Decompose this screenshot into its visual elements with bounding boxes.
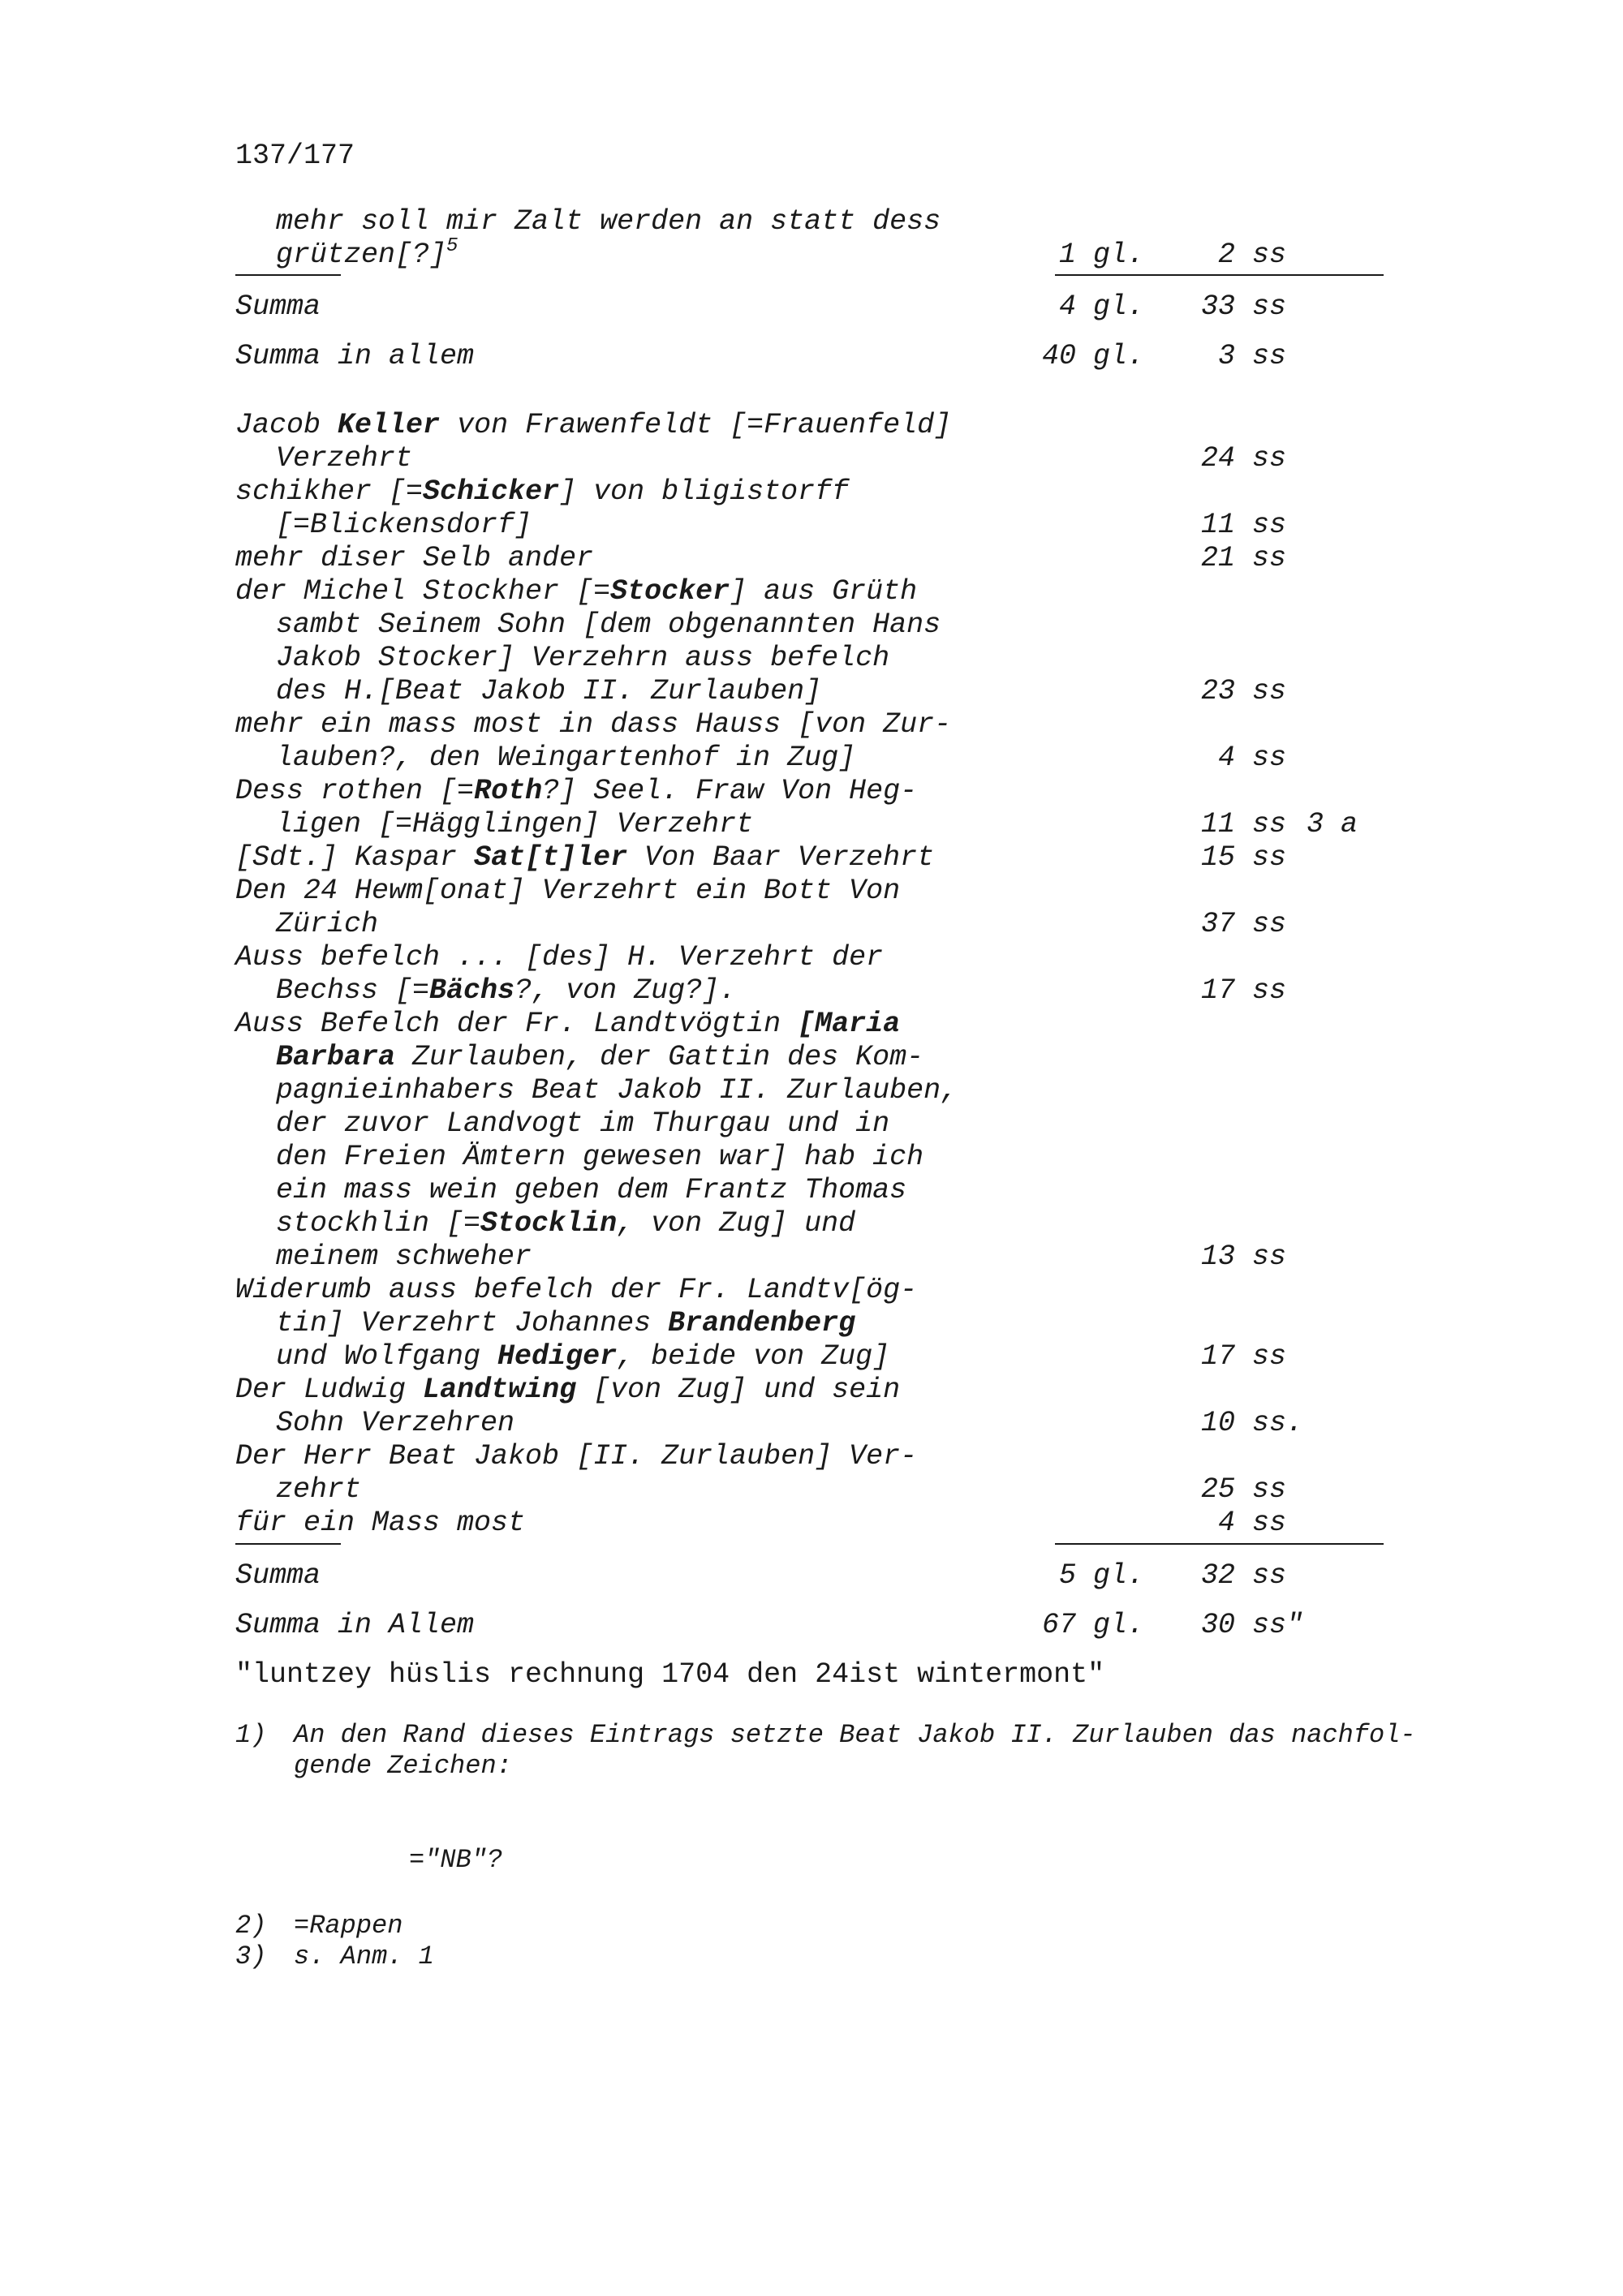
entry-sattler: [Sdt.] Kaspar Sat[t]ler Von Baar Verzehrt	[235, 841, 935, 874]
summa-in-allem-gl: 40 gl.	[1041, 340, 1144, 372]
entry-brandenberg-ss: 17 ss	[1200, 1340, 1286, 1373]
entry-landtwing: Der Ludwig Landtwing [von Zug] und sein	[235, 1374, 901, 1406]
entry-keller-cont: Verzehrt	[276, 442, 413, 475]
footnote-2-number: 2)	[235, 1911, 267, 1941]
entry-landtvoegtin-cont-5: ein mass wein geben dem Frantz Thomas	[276, 1174, 907, 1206]
entry-brandenberg: Widerumb auss befelch der Fr. Landtv[ög-	[235, 1274, 918, 1306]
entry-roth: Dess rothen [=Roth?] Seel. Fraw Von Heg-	[235, 775, 918, 807]
entry-landtvoegtin: Auss Befelch der Fr. Landtvögtin [Maria	[235, 1008, 901, 1040]
sum-rule	[1055, 274, 1384, 276]
entry-baechs-ss: 17 ss	[1200, 974, 1286, 1007]
entry-mass-most-2: für ein Mass most	[235, 1507, 526, 1539]
summa-2-gl: 5 gl.	[1058, 1559, 1144, 1592]
entry-keller: Jacob Keller von Frawenfeldt [=Frauenfeld]	[235, 409, 952, 441]
entry-keller-ss: 24 ss	[1200, 442, 1286, 475]
summa-in-allem-label: Summa in allem	[235, 340, 475, 372]
intro-line-2-text: grützen[?]	[276, 239, 447, 271]
intro-line-1: mehr soll mir Zalt werden an statt dess	[276, 205, 941, 238]
entry-mass-most-cont: lauben?, den Weingartenhof in Zug]	[276, 742, 856, 774]
summa-2-ss: 32 ss	[1200, 1559, 1286, 1592]
entry-stocker-ss: 23 ss	[1200, 675, 1286, 707]
entry-beat-jakob-cont: zehrt	[276, 1473, 362, 1506]
summa-in-allem-2-gl: 67 gl.	[1041, 1609, 1144, 1641]
left-rule	[235, 274, 341, 276]
summa-label: Summa	[235, 290, 321, 323]
footnote-ref-5: 5	[446, 235, 458, 257]
summa-in-allem-2-ss: 30 ss"	[1200, 1609, 1303, 1641]
entry-mass-most-ss: 4 ss	[1217, 742, 1286, 774]
footnote-2-text: =Rappen	[294, 1911, 403, 1941]
intro-gl: 1 gl.	[1058, 239, 1144, 271]
entry-stocker: der Michel Stockher [=Stocker] aus Grüth	[235, 575, 918, 608]
entry-beat-jakob-ss: 25 ss	[1200, 1473, 1286, 1506]
sum-rule-2	[1055, 1543, 1384, 1545]
summa-in-allem-2-label: Summa in Allem	[235, 1609, 475, 1641]
entry-sattler-ss: 15 ss	[1200, 841, 1286, 874]
footnote-1-line-1: An den Rand dieses Eintrags setzte Beat Jakob II. Zurlauben das nachfol-	[294, 1720, 1416, 1750]
entry-roth-extra: 3 a	[1307, 808, 1358, 841]
entry-diser-selb: mehr diser Selb ander	[235, 542, 594, 574]
entry-baechs-cont: Bechss [=Bächs?, von Zug?].	[276, 974, 737, 1007]
page-reference: 137/177	[235, 140, 355, 172]
summa-gl: 4 gl.	[1058, 290, 1144, 323]
entry-landtvoegtin-cont-7: meinem schweher	[276, 1240, 532, 1273]
entry-bott-ss: 37 ss	[1200, 908, 1286, 940]
entry-bott-cont: Zürich	[276, 908, 379, 940]
entry-schicker-cont: [=Blickensdorf]	[276, 509, 532, 541]
intro-line-2	[276, 235, 458, 272]
entry-brandenberg-cont-1: tin] Verzehrt Johannes Brandenberg	[276, 1307, 856, 1339]
entry-landtvoegtin-cont-6: stockhlin [=Stocklin, von Zug] und	[276, 1207, 856, 1240]
entry-landtwing-ss: 10 ss.	[1200, 1407, 1303, 1439]
summa-2-label: Summa	[235, 1559, 321, 1592]
footnote-1-line-2: gende Zeichen:	[294, 1751, 512, 1781]
entry-stocker-cont-1: sambt Seinem Sohn [dem obgenannten Hans	[276, 608, 941, 641]
intro-ss: 2 ss	[1217, 239, 1286, 271]
entry-baechs: Auss befelch ... [des] H. Verzehrt der	[235, 941, 884, 974]
footnote-3-number: 3)	[235, 1941, 267, 1971]
entry-bott: Den 24 Hewm[onat] Verzehrt ein Bott Von	[235, 875, 901, 907]
entry-stocker-cont-2: Jakob Stocker] Verzehrn auss befelch	[276, 642, 890, 674]
entry-brandenberg-cont-2: und Wolfgang Hediger, beide von Zug]	[276, 1340, 890, 1373]
left-rule-2	[235, 1543, 341, 1545]
entry-landtwing-cont: Sohn Verzehren	[276, 1407, 515, 1439]
entry-mass-most: mehr ein mass most in dass Hauss [von Zur-	[235, 708, 952, 741]
entry-diser-selb-ss: 21 ss	[1200, 542, 1286, 574]
entry-schicker-ss: 11 ss	[1200, 509, 1286, 541]
entry-mass-most-2-ss: 4 ss	[1217, 1507, 1286, 1539]
entry-stocker-cont-3: des H.[Beat Jakob II. Zurlauben]	[276, 675, 822, 707]
footnote-1-number: 1)	[235, 1720, 267, 1750]
entry-landtvoegtin-cont-1: Barbara Zurlauben, der Gattin des Kom-	[276, 1041, 924, 1073]
entry-landtvoegtin-cont-3: der zuvor Landvogt im Thurgau und in	[276, 1107, 890, 1140]
entry-landtvoegtin-cont-4: den Freien Ämtern gewesen war] hab ich	[276, 1141, 924, 1173]
summa-ss: 33 ss	[1200, 290, 1286, 323]
entry-landtvoegtin-cont-2: pagnieinhabers Beat Jakob II. Zurlauben,	[276, 1074, 958, 1107]
entry-roth-ss: 11 ss	[1200, 808, 1286, 841]
nb-sign: ="NB"?	[409, 1845, 503, 1875]
summa-in-allem-ss: 3 ss	[1217, 340, 1286, 372]
footnote-3-text: s. Anm. 1	[294, 1941, 434, 1971]
entry-roth-cont: ligen [=Hägglingen] Verzehrt	[276, 808, 754, 841]
entry-landtvoegtin-ss: 13 ss	[1200, 1240, 1286, 1273]
entry-schicker: schikher [=Schicker] von bligistorff	[235, 475, 850, 508]
closing-line: "luntzey hüslis rechnung 1704 den 24ist wintermont"	[235, 1658, 1105, 1691]
entry-beat-jakob: Der Herr Beat Jakob [II. Zurlauben] Ver-	[235, 1440, 918, 1473]
